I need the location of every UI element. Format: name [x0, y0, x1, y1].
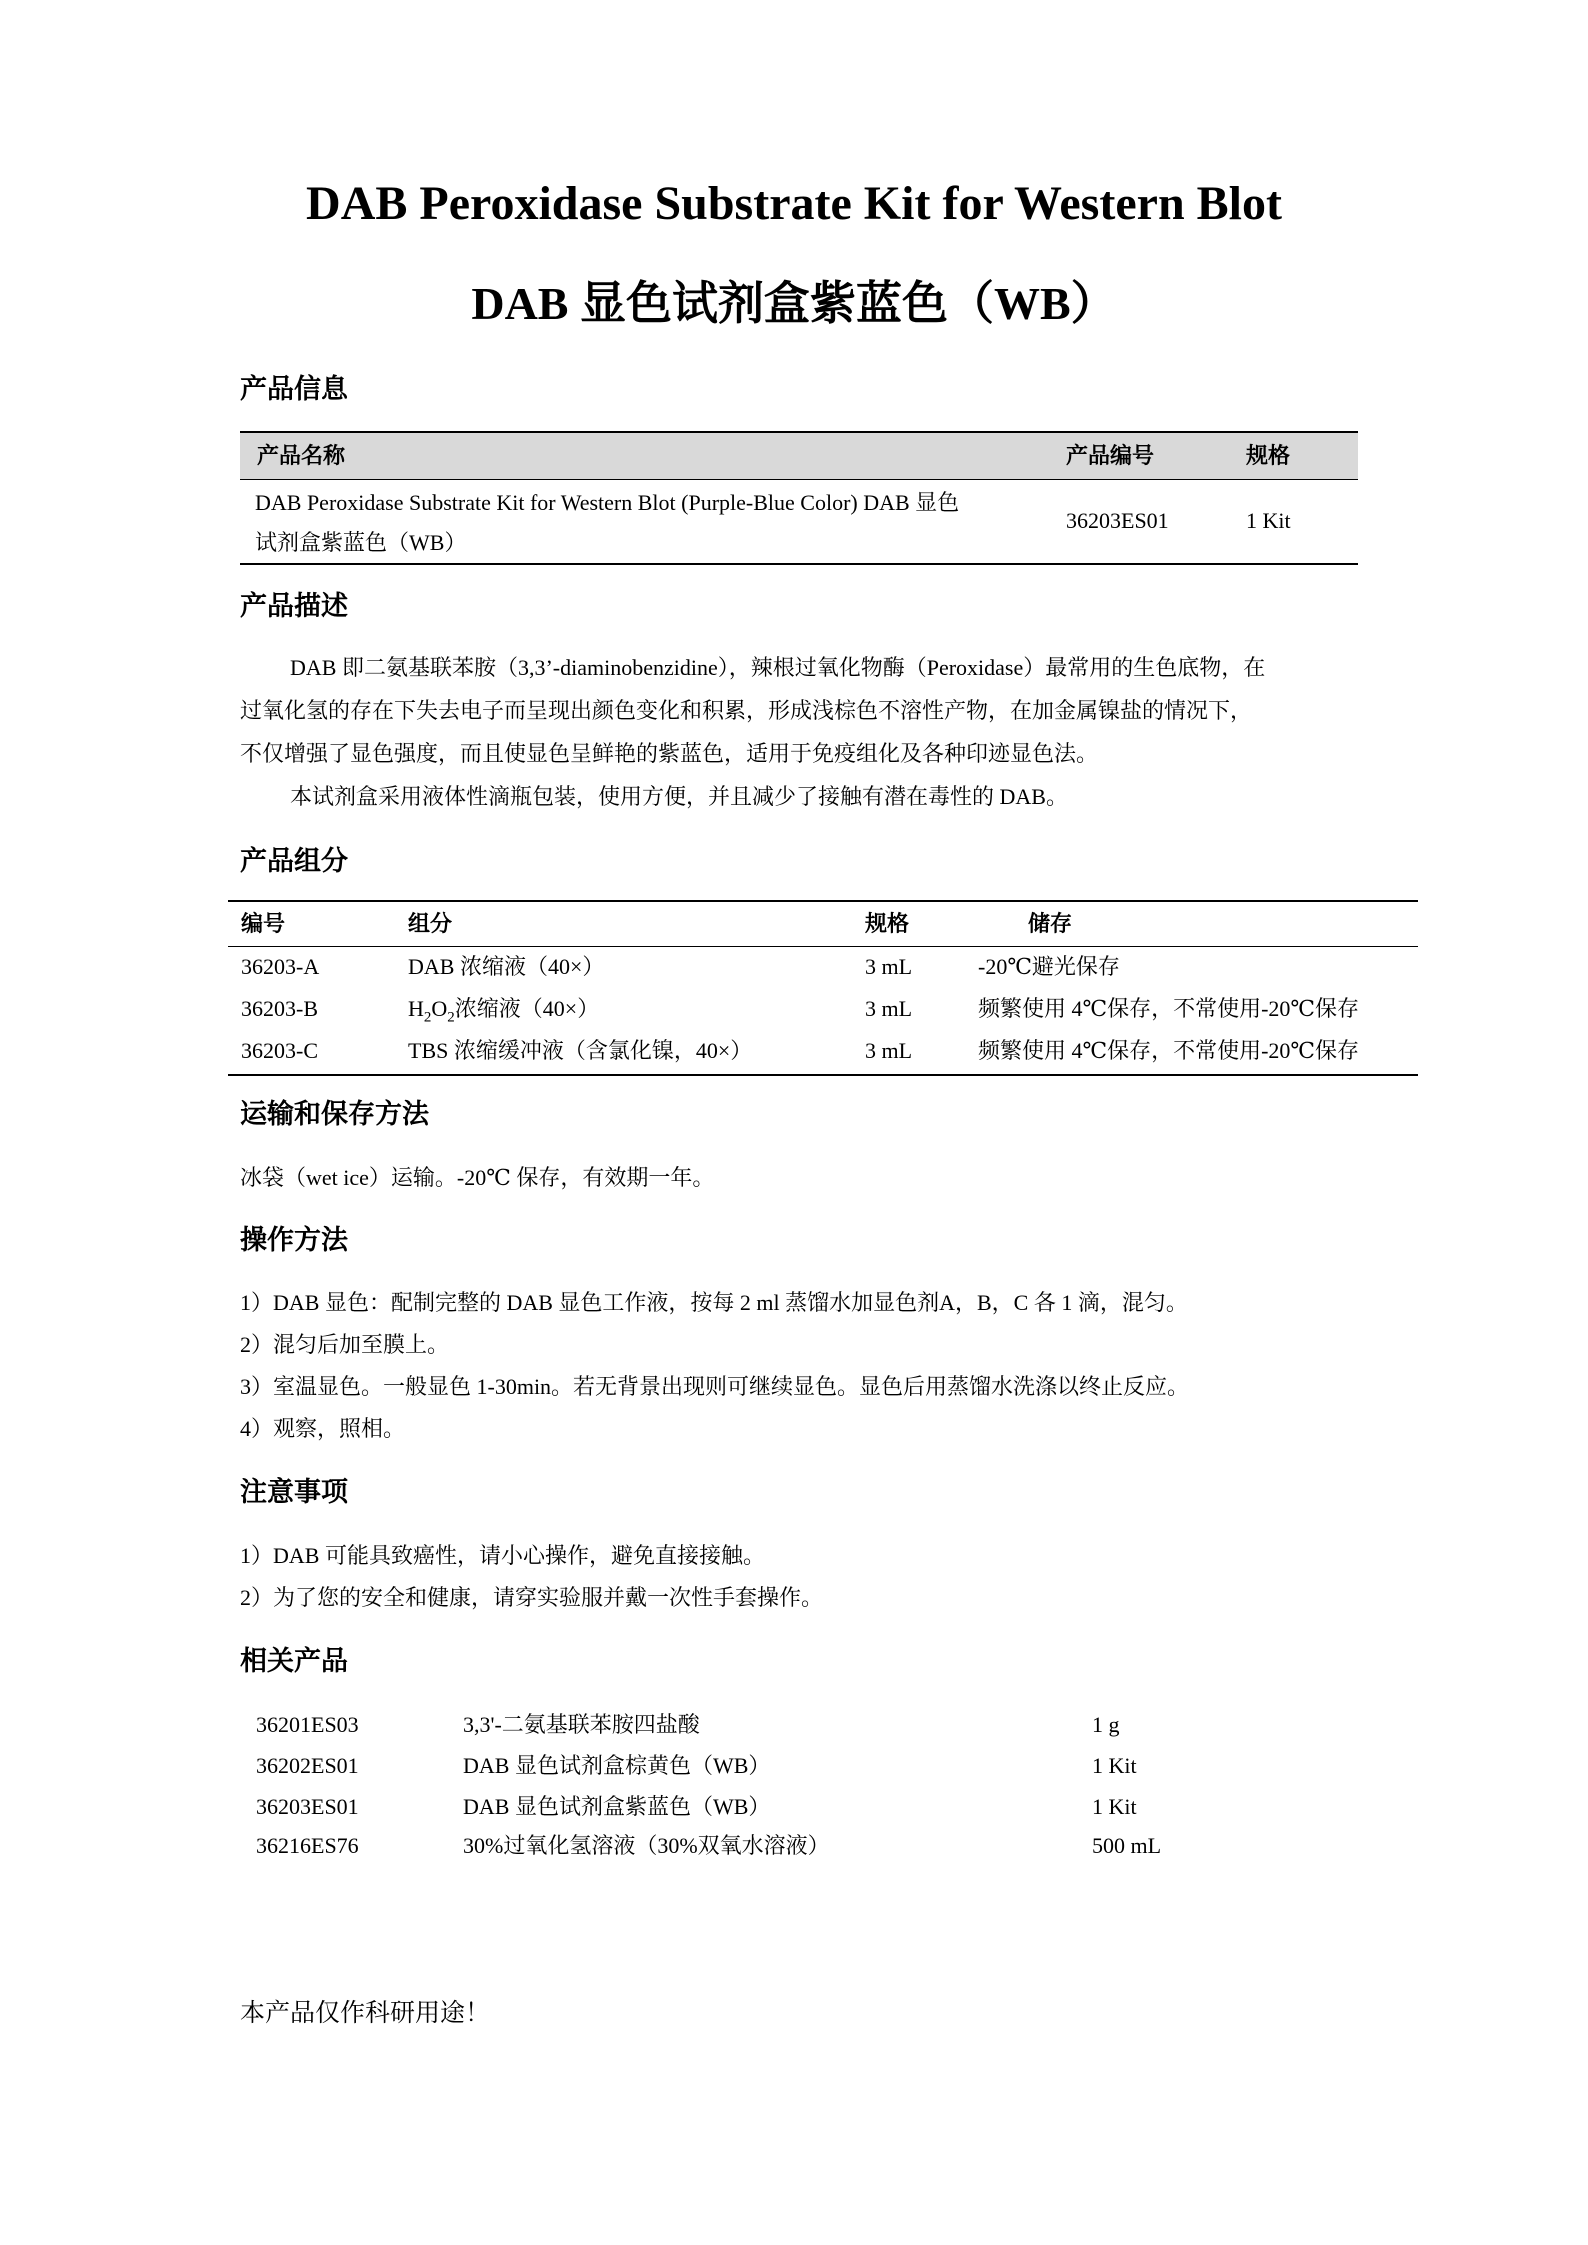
related-product-size: 1 Kit	[1092, 1753, 1137, 1778]
related-product-name: DAB 显色试剂盒紫蓝色（WB）	[463, 1794, 771, 1819]
component-storage: 频繁使用 4℃保存，不常使用-20℃保存	[978, 1038, 1360, 1063]
component-size: 3 mL	[865, 1038, 913, 1063]
components-header	[228, 902, 1418, 947]
product-info-row	[240, 479, 1358, 565]
product-code-cell: 36203ES01	[1066, 508, 1169, 533]
component-name: TBS 浓缩缓冲液（含氯化镍，40×）	[408, 1038, 753, 1063]
component-code: 36203-A	[241, 954, 320, 979]
component-size: 3 mL	[865, 954, 913, 979]
title-chinese: DAB 显色试剂盒紫蓝色（WB）	[471, 278, 1117, 329]
method-step: 2）混匀后加至膜上。	[240, 1332, 450, 1357]
related-product-size: 1 g	[1092, 1712, 1120, 1737]
section-heading-related: 相关产品	[240, 1646, 348, 1676]
product-name-line2: 试剂盒紫蓝色（WB）	[255, 530, 467, 555]
component-name: DAB 浓缩液（40×）	[408, 954, 605, 979]
related-product-code: 36202ES01	[256, 1753, 359, 1778]
components-table	[228, 900, 1418, 1076]
section-heading-description: 产品描述	[240, 591, 348, 621]
section-heading-components: 产品组分	[240, 846, 348, 876]
product-size-cell: 1 Kit	[1246, 508, 1291, 533]
component-size: 3 mL	[865, 996, 913, 1021]
header-component: 组分	[408, 911, 453, 936]
component-code: 36203-B	[241, 996, 318, 1021]
header-code: 编号	[241, 911, 286, 936]
product-name-line1: DAB Peroxidase Substrate Kit for Western Blot (Purple-Blue Color) DAB 显色	[255, 490, 960, 515]
research-use-notice: 本产品仅作科研用途！	[240, 2000, 491, 2027]
header-product-name: 产品名称	[257, 443, 346, 468]
component-storage: 频繁使用 4℃保存，不常使用-20℃保存	[978, 996, 1360, 1021]
related-product-row	[0, 1792, 1588, 1832]
description-line2: 过氧化氢的存在下失去电子而呈现出颜色变化和积累，形成浅棕色不溶性产物，在加金属镍盐的情况下，	[240, 698, 1253, 723]
related-product-name: 30%过氧化氢溶液（30%双氧水溶液）	[463, 1833, 830, 1858]
header-storage: 储存	[1028, 911, 1073, 936]
section-heading-info: 产品信息	[240, 374, 348, 404]
note-item: 1）DAB 可能具致癌性，请小心操作，避免直接接触。	[240, 1543, 765, 1568]
section-heading-storage: 运输和保存方法	[240, 1099, 429, 1129]
product-info-header	[240, 431, 1358, 480]
related-product-row	[0, 1710, 1588, 1750]
note-item: 2）为了您的安全和健康，请穿实验服并戴一次性手套操作。	[240, 1585, 824, 1610]
related-product-row	[0, 1831, 1588, 1871]
component-storage: -20℃避光保存	[978, 954, 1120, 979]
related-product-size: 1 Kit	[1092, 1794, 1137, 1819]
component-row	[228, 946, 1418, 988]
header-product-code: 产品编号	[1066, 443, 1155, 468]
related-product-name: 3,3'-二氨基联苯胺四盐酸	[463, 1712, 700, 1737]
method-step: 1）DAB 显色：配制完整的 DAB 显色工作液，按每 2 ml 蒸馏水加显色剂A，B，C 各 1 滴，混匀。	[240, 1290, 1188, 1315]
description-line3: 不仅增强了显色强度，而且使显色呈鲜艳的紫蓝色，适用于免疫组化及各种印迹显色法。	[240, 741, 1099, 766]
component-name: $H_2O_2$浓缩液（40×）	[408, 996, 600, 1026]
header-product-size: 规格	[1246, 443, 1291, 468]
section-heading-notes: 注意事项	[240, 1477, 348, 1507]
description-paragraph2: 本试剂盒采用液体性滴瓶包装，使用方便，并且减少了接触有潜在毒性的 DAB。	[290, 784, 1068, 809]
related-product-size: 500 mL	[1092, 1833, 1162, 1858]
related-product-name: DAB 显色试剂盒棕黄色（WB）	[463, 1753, 771, 1778]
component-row	[228, 1030, 1418, 1072]
related-product-code: 36216ES76	[256, 1833, 359, 1858]
storage-text: 冰袋（wet ice）运输。-20℃ 保存，有效期一年。	[240, 1165, 715, 1190]
description-line1: DAB 即二氨基联苯胺（3,3’-diaminobenzidine），辣根过氧化物酶（Peroxidase）最常用的生色底物，在	[290, 655, 1266, 680]
header-size: 规格	[865, 911, 910, 936]
related-product-row	[0, 1751, 1588, 1791]
method-step: 3）室温显色。一般显色 1-30min。若无背景出现则可继续显色。显色后用蒸馏水洗涤以终止反应。	[240, 1374, 1190, 1399]
method-step: 4）观察，照相。	[240, 1416, 406, 1441]
component-code: 36203-C	[241, 1038, 318, 1063]
related-product-code: 36201ES03	[256, 1712, 359, 1737]
section-heading-method: 操作方法	[240, 1225, 348, 1255]
component-row	[228, 988, 1418, 1030]
title-english: DAB Peroxidase Substrate Kit for Western Blot	[306, 177, 1282, 230]
related-product-code: 36203ES01	[256, 1794, 359, 1819]
